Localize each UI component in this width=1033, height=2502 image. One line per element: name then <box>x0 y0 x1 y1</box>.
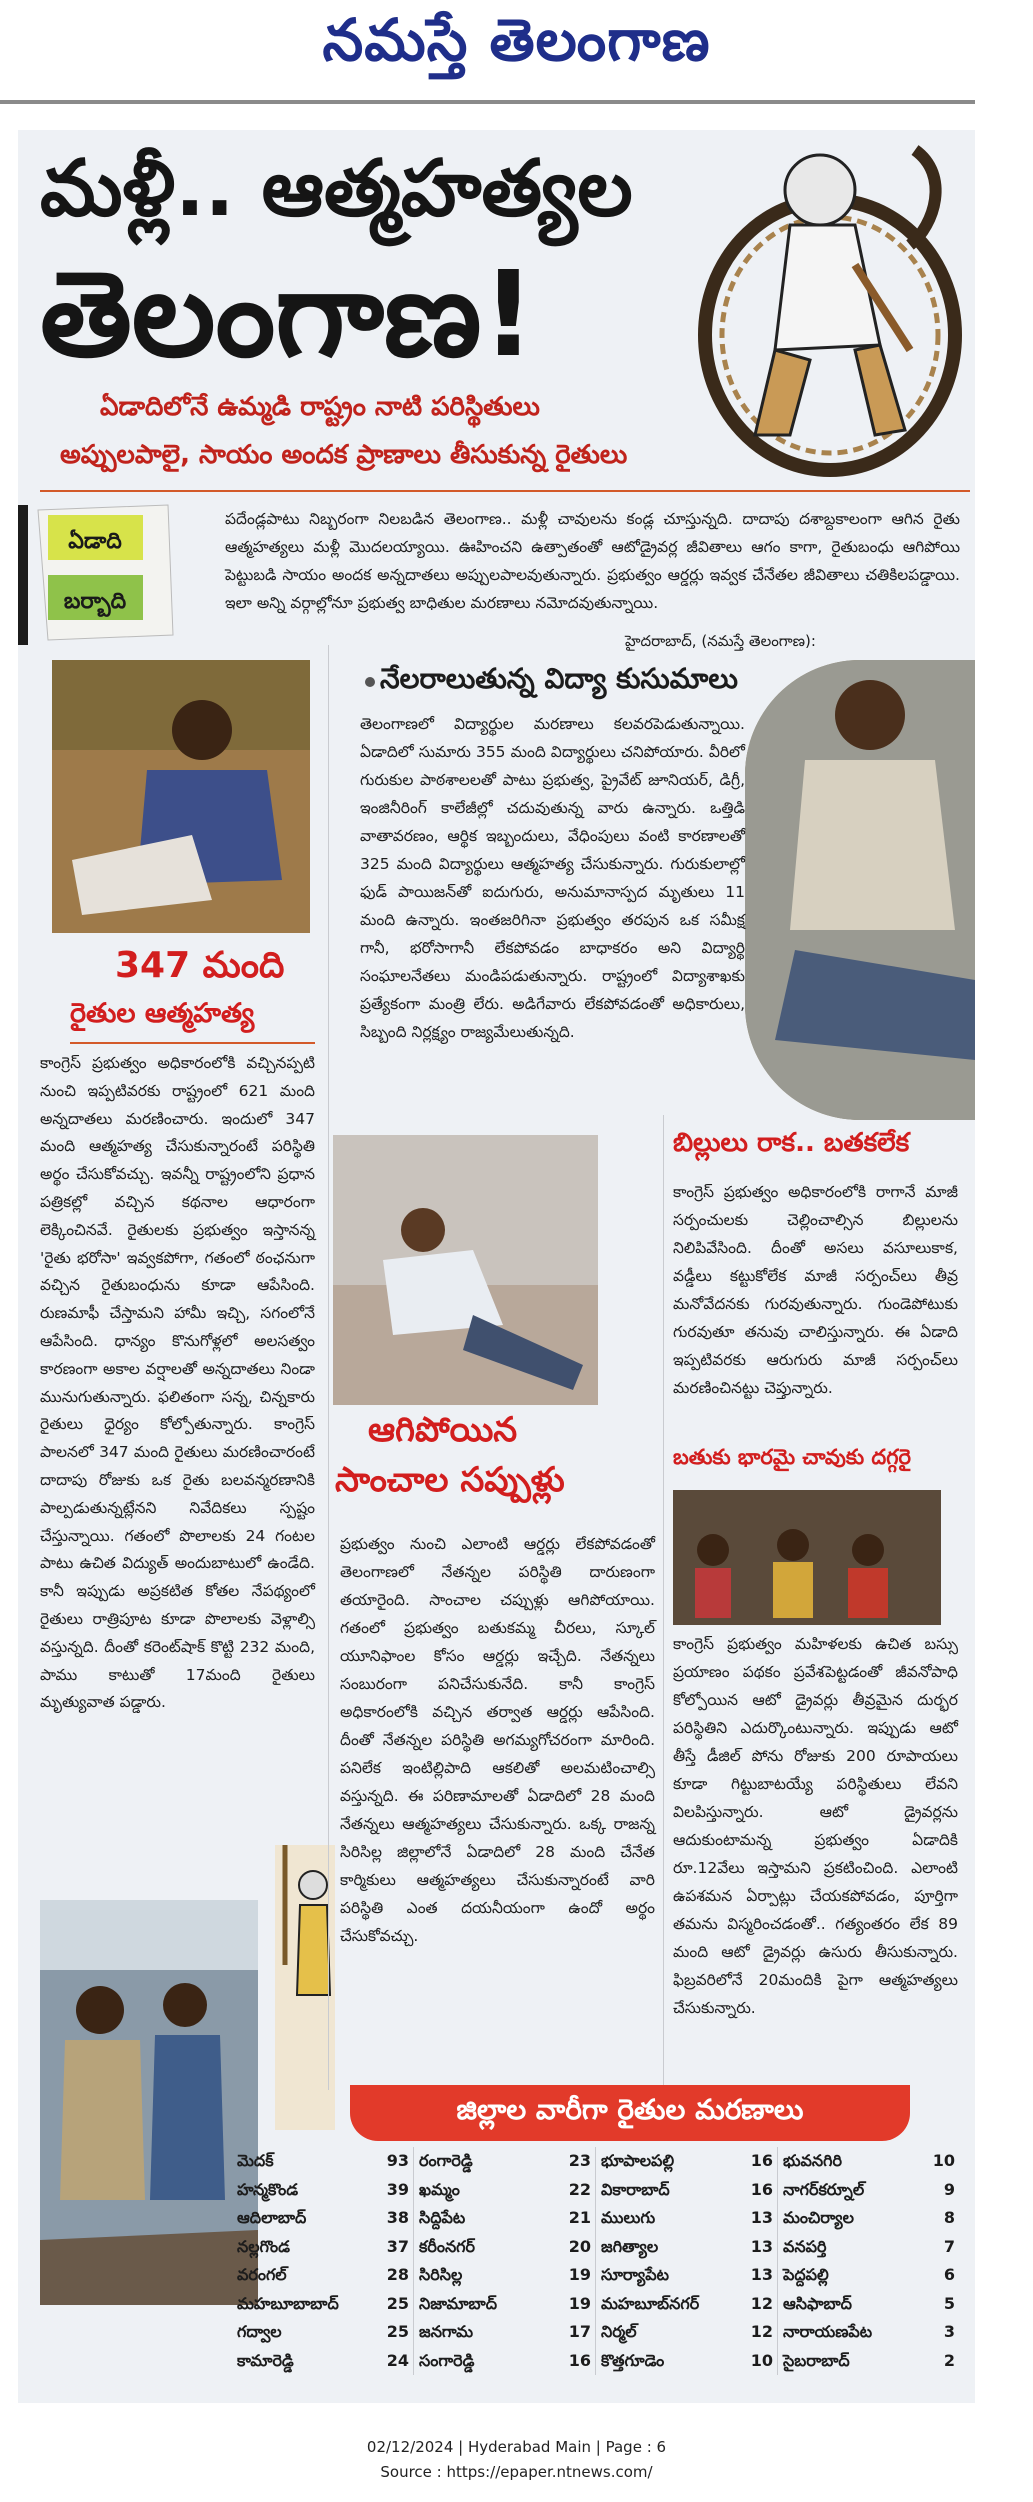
district-deaths: 17 <box>568 2322 591 2341</box>
district-name: నాగర్‌కర్నూల్ <box>783 2179 865 2199</box>
column-divider <box>663 1115 664 2090</box>
district-deaths: 93 <box>386 2151 409 2170</box>
bills-heading: బిల్లులు రాక.. బతకలేక <box>673 1128 910 1158</box>
district-name: హన్మకొండ <box>237 2179 299 2199</box>
footer-source-line: Source : https://epaper.ntnews.com/ <box>380 2463 653 2481</box>
district-deaths: 21 <box>568 2208 591 2227</box>
district-column <box>779 2147 961 2375</box>
farmers-body: కాంగ్రెస్ ప్రభుత్వం అధికారంలోకి వచ్చినప్పటి నుంచి ఇప్పటివరకు రాష్ట్రంలో 621 మంది అన్నదాతలు మరణించారు. ఇందులో 347 మంది ఆత్మహత్య చేసుకున్నారంటే పరిస్థితి అర్థం చేసుకోవచ్చు. ఇవన్నీ రాష్ట్రంలోని ప్రధాన పత్రికల్లో వచ్చిన కథనాల ఆధారంగా లెక్కించినవే. రైతులకు ప్రభుత్వం ఇస్తానన్న 'రైతు భరోసా' ఇవ్వకపోగా, గతంలో ఠంఛనుగా వచ్చిన రైతుబంధును కూడా ఆపేసింది. రుణమాఫీ చేస్తామని హామీ ఇచ్చి, సగంలోనే ఆపేసింది. ధాన్యం కొనుగోళ్లలో అలసత్వం కారణంగా అకాల వర్షాలతో అన్నదాతలు నిండా మునుగుతున్నారు. ఫలితంగా సన్న, చిన్నకారు రైతులు ధైర్యం కోల్పోతున్నారు. కాంగ్రెస్ పాలనలో 347 మంది రైతులు మరణించారంటే దాదాపు రోజుకు ఒక రైతు బలవన్మరణానికి పాల్పడుతున్నట్లేనని నివేదికలు స్పష్టం చేస్తున్నాయి. గతంలో పొలాలకు 24 గంటల పాటు ఉచిత విద్యుత్ అందుబాటులో ఉండేది. కానీ ఇప్పుడు అప్రకటిత కోతల నేపథ్యంలో రైతులు రాత్రిపూట కూడా పొలాలకు వెళ్లాల్సి వస్తున్నది. దీంతో కరెంట్‌షాక్ కొట్టి 232 మంది, పాము కాటుతో 17మంది రైతులు మృత్యువాత పడ్డారు. <box>40 1054 315 1712</box>
district-deaths: 12 <box>750 2322 773 2341</box>
district-row <box>415 2176 597 2205</box>
headline-line2: తెలంగాణ! <box>40 245 536 383</box>
photo-grieving-women <box>52 660 310 933</box>
district-name: సంగారెడ్డి <box>419 2350 475 2370</box>
district-deaths: 10 <box>750 2350 773 2370</box>
auto-drivers-heading: బతుకు భారమై చావుకు దగ్గరై <box>673 1445 911 1469</box>
district-deaths: 19 <box>568 2293 591 2313</box>
district-row <box>779 2233 961 2262</box>
logo-line2: బర్బాది <box>63 589 127 614</box>
district-deaths: 20 <box>568 2236 591 2256</box>
weavers-heading-line1: ఆగిపోయిన <box>368 1410 518 1450</box>
district-row <box>415 2290 597 2319</box>
subheadline-line2: అప్పులపాలై, సాయం అందక ప్రాణాలు తీసుకున్న రైతులు <box>60 440 628 470</box>
district-deaths: 23 <box>568 2151 591 2170</box>
district-deaths: 16 <box>750 2151 773 2170</box>
logo-line1: ఏడాది <box>68 529 122 554</box>
district-deaths: 10 <box>932 2151 955 2170</box>
students-heading: నేలరాలుతున్న విద్యా కుసుమాలు <box>380 662 738 695</box>
district-row <box>233 2290 415 2319</box>
masthead-title: నమస్తే తెలంగాణ <box>322 6 711 74</box>
district-deaths: 5 <box>943 2293 955 2313</box>
district-deaths: 37 <box>386 2236 409 2256</box>
district-name: భువనగిరి <box>783 2151 842 2170</box>
footer-date-line: 02/12/2024 | Hyderabad Main | Page : 6 <box>366 2438 667 2456</box>
district-name: మహబూబ్‌నగర్ <box>601 2293 700 2313</box>
district-row <box>597 2261 779 2290</box>
district-name: జనగామ <box>419 2322 474 2341</box>
farmers-count: 347 మంది <box>115 945 285 986</box>
district-row <box>233 2176 415 2205</box>
noose-sketch <box>275 1845 335 2130</box>
district-deaths: 2 <box>943 2350 955 2370</box>
district-deaths: 16 <box>750 2179 773 2199</box>
district-row <box>779 2147 961 2176</box>
district-deaths: 3 <box>943 2322 955 2341</box>
district-name: రంగారెడ్డి <box>419 2151 473 2170</box>
district-deaths: 24 <box>386 2350 409 2370</box>
district-name: నారాయణపేట <box>783 2322 873 2341</box>
district-row <box>415 2318 597 2347</box>
district-row <box>415 2347 597 2376</box>
district-row <box>233 2147 415 2176</box>
farmer-noose-illustration <box>680 135 970 485</box>
weavers-body: ప్రభుత్వం నుంచి ఎలాంటి ఆర్డర్లు లేకపోవడంతో తెలంగాణలో నేతన్నల పరిస్థితి దారుణంగా తయారైంది. సాంచాల చప్పుళ్లు ఆగిపోయాయి. గతంలో ప్రభుత్వం బతుకమ్మ చీరలు, స్కూల్ యూనిఫాంల కోసం ఆర్డర్లు ఇచ్చేది. నేతన్నలు సంబురంగా పనిచేసుకునేది. కానీ కాంగ్రెస్ అధికారంలోకి వచ్చిన తర్వాత ఆర్డర్లు ఆపేసింది. దీంతో నేతన్నల పరిస్థితి అగమ్యగోచరంగా మారింది. పనిలేక ఇంటిల్లిపాది ఆకలితో అలమటించాల్సి వస్తున్నది. ఈ పరిణామాలతో ఏడాదిలో 28 మంది నేతన్నలు ఆత్మహత్యలు చేసుకున్నారు. ఒక్క రాజన్న సిరిసిల్ల జిల్లాలోనే ఏడాదిలో 28 మంది చేనేత కార్మికులు ఆత్మహత్యలు చేసుకున్నారంటే వారి పరిస్థితి ఎంత దయనీయంగా ఉందో అర్థం చేసుకోవచ్చు. <box>340 1535 655 1945</box>
district-name: మంచిర్యాల <box>783 2208 854 2227</box>
district-name: కామారెడ్డి <box>237 2350 294 2370</box>
series-logo <box>28 500 178 645</box>
district-row <box>415 2147 597 2176</box>
masthead-divider <box>0 100 975 104</box>
district-row <box>415 2204 597 2233</box>
district-deaths: 38 <box>386 2208 409 2227</box>
district-deaths: 9 <box>943 2179 955 2199</box>
district-name: నిర్మల్ <box>601 2322 637 2341</box>
district-row <box>597 2318 779 2347</box>
column-divider <box>328 645 329 2090</box>
intro-paragraph: పదేండ్లపాటు నిబ్బరంగా నిలబడిన తెలంగాణ.. మళ్లీ చావులను కండ్ల చూస్తున్నది. దాదాపు దశాబ్దకాలంగా ఆగిన రైతు ఆత్మహత్యలు మళ్లీ మొదలయ్యాయి. ఊహించని ఉత్పాతంతో ఆటోడ్రైవర్ల జీవితాలు ఆగం కాగా, రైతుబంధు ఆగిపోయి పెట్టుబడి సాయం అందక అన్నదాతలు అప్పులపాలవుతున్నారు. ప్రభుత్వం ఆర్డర్లు ఇవ్వక చేనేతల జీవితాలు చతికిలపడ్డాయి. ఇలా అన్ని వర్గాల్లోనూ ప్రభుత్వ బాధితుల మరణాలు నమోదవుతున్నాయి. <box>225 510 960 612</box>
district-row <box>597 2176 779 2205</box>
district-name: నిజామాబాద్ <box>419 2293 497 2313</box>
district-name: సిరిసిల్ల <box>419 2265 463 2284</box>
district-row <box>779 2204 961 2233</box>
photo-grieving-family <box>673 1490 941 1625</box>
district-name: మెదక్ <box>237 2151 274 2170</box>
bullet-icon <box>365 677 375 687</box>
district-row <box>597 2290 779 2319</box>
district-name: సిద్దిపేట <box>419 2208 466 2227</box>
district-row <box>233 2318 415 2347</box>
district-deaths: 25 <box>386 2322 409 2341</box>
district-name: పెద్దపల్లి <box>783 2265 829 2284</box>
district-row <box>233 2347 415 2376</box>
district-row <box>597 2347 779 2376</box>
district-column <box>233 2147 415 2375</box>
district-column <box>415 2147 597 2375</box>
district-row <box>779 2347 961 2376</box>
district-name: జగిత్యాల <box>601 2236 659 2256</box>
district-name: కొత్తగూడెం <box>601 2350 665 2370</box>
district-name: ఆదిలాబాద్ <box>237 2208 307 2227</box>
district-name: సైబరాబాద్ <box>783 2350 850 2370</box>
district-deaths: 7 <box>943 2236 955 2256</box>
section-divider <box>40 490 970 492</box>
district-row <box>233 2204 415 2233</box>
district-row <box>597 2204 779 2233</box>
farmers-subheading: రైతుల ఆత్మహత్య <box>70 998 255 1029</box>
bills-body: కాంగ్రెస్ ప్రభుత్వం అధికారంలోకి రాగానే మాజీ సర్పంచులకు చెల్లించాల్సిన బిల్లులను నిలిపివేసింది. దీంతో అసలు వసూలుకాక, వడ్డీలు కట్టుకోలేక మాజీ సర్పంచ్‌లు తీవ్ర మనోవేదనకు గురవుతున్నారు. గుండెపోటుకు గురవుతూ తనువు చాలిస్తున్నారు. ఈ ఏడాది ఇప్పటివరకు ఆరుగురు మాజీ సర్పంచ్‌లు మరణించినట్టు చెప్తున్నారు. <box>673 1183 958 1397</box>
district-deaths: 19 <box>568 2265 591 2284</box>
district-name: నల్లగొండ <box>237 2236 290 2256</box>
district-row <box>415 2261 597 2290</box>
district-name: వరంగల్ <box>237 2265 287 2284</box>
auto-drivers-body: కాంగ్రెస్ ప్రభుత్వం మహిళలకు ఉచిత బస్సు ప్రయాణం పథకం ప్రవేశపెట్టడంతో జీవనోపాధి కోల్పోయిన ఆటో డ్రైవర్లు తీవ్రమైన దుర్భర పరిస్థితిని ఎదుర్కొంటున్నారు. ఇప్పుడు ఆటో తీస్తే డీజిల్ పోను రోజుకు 200 రూపాయలు కూడా గిట్టుబాటయ్యే పరిస్థితులు లేవని విలపిస్తున్నారు. ఆటో డ్రైవర్లను ఆదుకుంటామన్న ప్రభుత్వం ఏడాదికి రూ.12వేలు ఇస్తామని ప్రకటించింది. ఎలాంటి ఉపశమన ఏర్పాట్లు చేయకపోవడం, పూర్తిగా తమను విస్మరించడంతో.. గత్యంతరం లేక 89 మంది ఆటో డ్రైవర్లు ఉసురు తీసుకున్నారు. ఫిబ్రవరిలోనే 20మందికి పైగా ఆత్మహత్యలు చేసుకున్నారు. <box>673 1635 958 2017</box>
district-deaths: 8 <box>943 2208 955 2227</box>
district-row <box>597 2147 779 2176</box>
district-row <box>233 2233 415 2262</box>
district-name: మహబూబాబాద్ <box>237 2293 339 2313</box>
district-row <box>415 2233 597 2262</box>
district-row <box>779 2318 961 2347</box>
district-row <box>779 2176 961 2205</box>
district-name: కరీంనగర్ <box>419 2236 476 2256</box>
district-deaths: 13 <box>750 2265 773 2284</box>
table-column-divider <box>595 2147 596 2375</box>
district-name: ములుగు <box>601 2208 656 2227</box>
headline-line1: మళ్లీ.. ఆత్మహత్యల <box>40 144 633 234</box>
district-deaths: 16 <box>568 2350 591 2370</box>
district-deaths: 25 <box>386 2293 409 2313</box>
district-deaths: 13 <box>750 2208 773 2227</box>
district-column <box>597 2147 779 2375</box>
district-name: సూర్యాపేట <box>601 2265 669 2284</box>
district-deaths: 39 <box>386 2179 409 2199</box>
district-deaths: 22 <box>568 2179 591 2199</box>
district-row <box>233 2261 415 2290</box>
district-name: వికారాబాద్ <box>601 2179 670 2199</box>
district-deaths: 28 <box>386 2265 409 2284</box>
farmers-divider <box>70 1042 315 1044</box>
students-body: తెలంగాణలో విద్యార్థుల మరణాలు కలవరపెడుతున్నాయి. ఏడాదిలో సుమారు 355 మంది విద్యార్థులు చనిపోయారు. వీరిలో గురుకుల పాఠశాలలతో పాటు ప్రభుత్వ, ప్రైవేట్ జూనియర్, డిగ్రీ, ఇంజినీరింగ్ కాలేజీల్లో చదువుతున్న వారు ఉన్నారు. ఒత్తిడి వాతావరణం, ఆర్థిక ఇబ్బందులు, వేధింపులు వంటి కారణాలతో 325 మంది విద్యార్థులు ఆత్మహత్య చేసుకున్నారు. గురుకులాల్లో ఫుడ్ పాయిజన్‌తో ఐదుగురు, అనుమానాస్పద మృతులు 11 మంది ఉన్నారు. ఇంతజరిగినా ప్రభుత్వం తరపున ఒక సమీక్ష గానీ, భరోసాగానీ లేకపోవడం బాధాకరం అని విద్యార్థి సంఘాలనేతలు మండిపడుతున్నారు. రాష్ట్రంలో విద్యాశాఖకు ప్రత్యేకంగా మంత్రి లేరు. అడిగేవారు లేకపోవడంతో అధికారులు, సిబ్బంది నిర్లక్ష్యం రాజ్యమేలుతున్నది. <box>360 715 745 1041</box>
weavers-heading-line2: సాంచాల సప్పుళ్లు <box>335 1460 565 1500</box>
district-table-title: జిల్లాల వారీగా రైతుల మరణాలు <box>456 2093 804 2126</box>
subheadline-line1: ఏడాదిలోనే ఉమ్మడి రాష్ట్రం నాటి పరిస్థితులు <box>100 392 540 422</box>
district-name: ఆసిఫాబాద్ <box>783 2293 852 2313</box>
district-name: ఖమ్మం <box>419 2179 460 2199</box>
district-name: గద్వాల <box>237 2322 282 2341</box>
logo-bar <box>18 505 28 645</box>
district-name: వనపర్తి <box>783 2236 827 2256</box>
photo-police-scene <box>40 1900 258 2305</box>
table-column-divider <box>413 2147 414 2375</box>
district-row <box>597 2233 779 2262</box>
district-row <box>779 2290 961 2319</box>
table-column-divider <box>777 2147 778 2375</box>
district-deaths: 13 <box>750 2236 773 2256</box>
district-row <box>779 2261 961 2290</box>
district-name: భూపాలపల్లి <box>601 2151 675 2170</box>
photo-man-lying <box>333 1135 598 1405</box>
district-deaths: 12 <box>750 2293 773 2313</box>
photo-grieving-man <box>745 660 975 1120</box>
district-deaths: 6 <box>943 2265 955 2284</box>
dateline: హైదరాబాద్, (నమస్తే తెలంగాణ): <box>625 632 816 650</box>
